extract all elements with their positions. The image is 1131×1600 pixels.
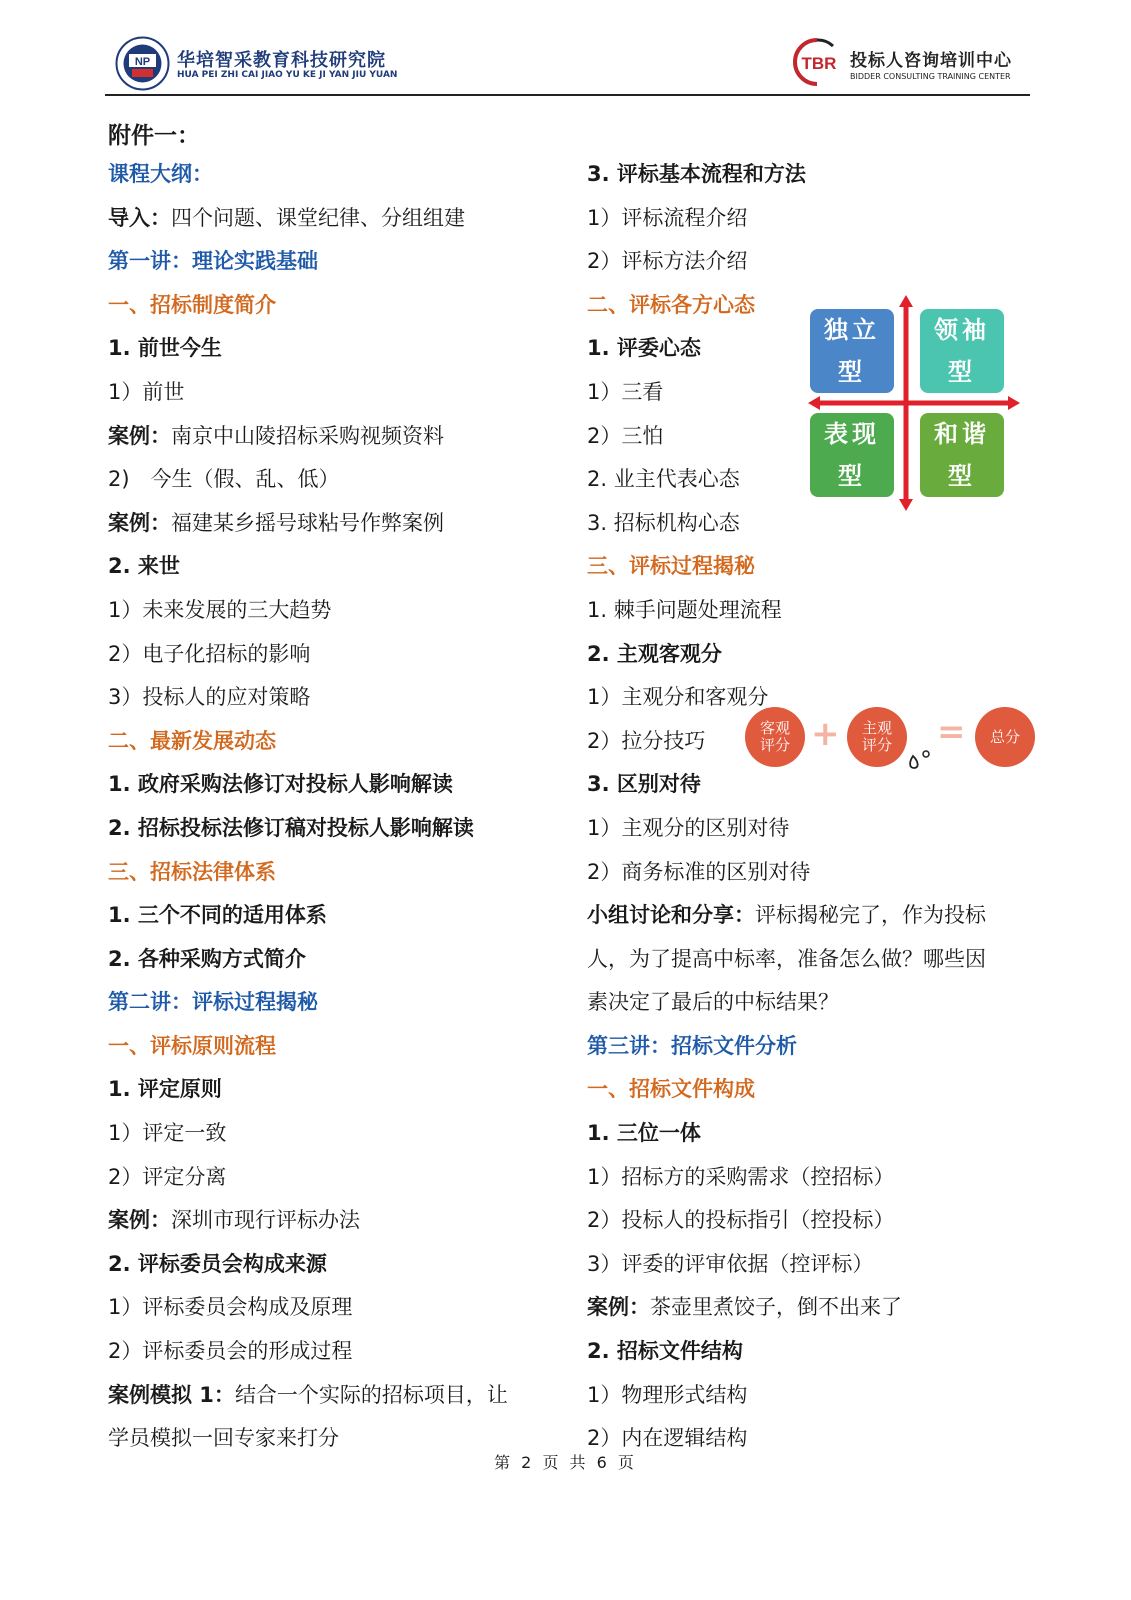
right-column-line: 1. 棘手问题处理流程 — [587, 597, 782, 622]
right-column-line: 2）投标人的投标指引（控投标） — [587, 1208, 895, 1233]
right-column-line: 1）三看 — [587, 379, 664, 404]
page-header — [105, 28, 1030, 96]
quadrant-box-harmonious: 和谐 型 — [920, 413, 1004, 497]
right-column-line: 2）商务标准的区别对待 — [587, 859, 811, 884]
line-lead-label: 案例： — [108, 423, 171, 448]
left-column-line: 2）电子化招标的影响 — [108, 641, 311, 666]
right-column-line: 2）内在逻辑结构 — [587, 1426, 748, 1451]
left-column-line: 2. 评标委员会构成来源 — [108, 1251, 327, 1276]
left-column-line: 1）未来发展的三大趋势 — [108, 597, 332, 622]
right-column-line: 人，为了提高中标率，准备怎么做？哪些因 — [587, 946, 986, 971]
left-column-line: 1. 三个不同的适用体系 — [108, 903, 327, 928]
line-lead-label: 案例： — [108, 1208, 171, 1233]
right-column-line: 1）主观分的区别对待 — [587, 815, 790, 840]
left-column-line — [108, 1374, 558, 1418]
left-column-line: 3）投标人的应对策略 — [108, 685, 311, 710]
right-column-line: 素决定了最后的中标结果？ — [587, 990, 839, 1015]
right-column-line: 2. 业主代表心态 — [587, 467, 740, 492]
arrow-down-icon — [899, 499, 913, 511]
left-column-line — [108, 1199, 558, 1243]
line-lead-label: 案例： — [108, 510, 171, 535]
page-title: 附件一： — [108, 123, 200, 149]
left-column-line: 1. 政府采购法修订对投标人影响解读 — [108, 772, 453, 797]
right-column-line: 2）三怕 — [587, 423, 664, 448]
line-text: 评标揭秘完了，作为投标 — [755, 903, 986, 928]
line-text: 南京中山陵招标采购视频资料 — [171, 423, 444, 448]
equals-icon: = — [937, 712, 966, 752]
left-column-line: 二、最新发展动态 — [108, 728, 276, 753]
institute-name-en: HUA PEI ZHI CAI JIAO YU KE JI YAN JIU YUAN — [177, 70, 398, 80]
droplets-icon — [905, 742, 935, 772]
quadrant-box-independent: 独立 型 — [810, 309, 894, 393]
right-column-line: 1）主观分和客观分 — [587, 685, 769, 710]
training-center-name-cn: 投标人咨询培训中心 — [850, 51, 1012, 71]
quadrant-box-expressive: 表现 型 — [810, 413, 894, 497]
left-column-line: 一、招标制度简介 — [108, 292, 276, 317]
arrow-right-icon — [1008, 396, 1020, 410]
line-lead-label: 案例： — [587, 1295, 650, 1320]
objective-score-label: 客观评分 — [759, 719, 790, 754]
line-text: 茶壶里煮饺子，倒不出来了 — [650, 1295, 902, 1320]
left-column-line: 课程大纲： — [108, 162, 213, 186]
quadrant-axes — [808, 295, 1020, 511]
left-column-line: 学员模拟一回专家来打分 — [108, 1426, 339, 1451]
score-formula — [745, 704, 1040, 774]
line-lead-label: 案例模拟 1： — [108, 1382, 235, 1407]
line-text: 深圳市现行评标办法 — [171, 1208, 360, 1233]
right-column-line: 1. 三位一体 — [587, 1121, 701, 1146]
total-score-label: 总分 — [989, 727, 1020, 746]
left-column-line: 1）评标委员会构成及原理 — [108, 1295, 353, 1320]
right-column-line: 2）拉分技巧 — [587, 728, 706, 753]
right-column-line: 一、招标文件构成 — [587, 1077, 755, 1102]
arrow-left-icon — [808, 396, 820, 410]
left-column-line: 1）前世 — [108, 379, 185, 404]
right-column-line — [587, 894, 1027, 938]
left-column-line: 2）评定分离 — [108, 1164, 227, 1189]
logo-tbr-text: TBR — [801, 54, 837, 73]
right-column-line: 2）评标方法介绍 — [587, 249, 748, 274]
left-column-line: 一、评标原则流程 — [108, 1033, 276, 1058]
left-column-line: 1. 前世今生 — [108, 336, 222, 361]
left-column-line: 1）评定一致 — [108, 1121, 227, 1146]
line-lead-label: 小组讨论和分享： — [587, 903, 755, 928]
right-column-line: 2. 主观客观分 — [587, 641, 722, 666]
left-column-line — [108, 415, 558, 459]
left-column-line: 三、招标法律体系 — [108, 859, 276, 884]
arrow-up-icon — [899, 295, 913, 307]
line-text: 四个问题、课堂纪律、分组组建 — [171, 205, 465, 230]
left-column-line: 第二讲：评标过程揭秘 — [108, 990, 318, 1015]
left-column-line: 2. 各种采购方式简介 — [108, 946, 306, 971]
right-column-line: 3. 评标基本流程和方法 — [587, 162, 806, 186]
left-column-line — [108, 502, 558, 546]
right-column-line: 3. 区别对待 — [587, 772, 701, 797]
right-column-line — [587, 1286, 1027, 1330]
left-column-line: 2. 来世 — [108, 554, 180, 579]
left-column-line: 2. 招标投标法修订稿对投标人影响解读 — [108, 815, 474, 840]
left-column-line: 2) 今生（假、乱、低） — [108, 467, 340, 492]
quadrant-box-leader: 领袖 型 — [920, 309, 1004, 393]
right-column-line: 1. 评委心态 — [587, 336, 701, 361]
right-column-line: 1）招标方的采购需求（控招标） — [587, 1164, 895, 1189]
objective-score-circle — [745, 707, 805, 767]
left-column-line — [108, 197, 558, 241]
right-column-line: 3）评委的评审依据（控评标） — [587, 1251, 874, 1276]
right-column-line: 3. 招标机构心态 — [587, 510, 740, 535]
right-column-line: 2. 招标文件结构 — [587, 1339, 743, 1364]
logo-np-text: NP — [134, 56, 151, 68]
line-lead-label: 导入： — [108, 205, 171, 230]
right-column-line: 1）评标流程介绍 — [587, 205, 748, 230]
left-column — [108, 153, 558, 1461]
training-center-name-en: BIDDER CONSULTING TRAINING CENTER — [850, 72, 1011, 81]
institute-logo-icon — [115, 36, 170, 91]
left-column-line: 2）评标委员会的形成过程 — [108, 1339, 353, 1364]
right-column-line: 1）物理形式结构 — [587, 1382, 748, 1407]
left-column-line: 1. 评定原则 — [108, 1077, 222, 1102]
personality-quadrant — [808, 295, 1020, 511]
institute-name-cn: 华培智采教育科技研究院 — [177, 50, 386, 71]
line-text: 福建某乡摇号球粘号作弊案例 — [171, 510, 444, 535]
subjective-score-label: 主观评分 — [861, 719, 892, 754]
subjective-score-circle — [847, 707, 907, 767]
right-column-line: 三、评标过程揭秘 — [587, 554, 755, 579]
tbr-logo-icon — [787, 36, 847, 88]
left-column-line: 第一讲：理论实践基础 — [108, 249, 318, 274]
right-column-line: 第三讲：招标文件分析 — [587, 1033, 797, 1058]
plus-icon: + — [811, 714, 840, 754]
line-text: 结合一个实际的招标项目，让 — [234, 1382, 508, 1407]
page-footer: 第 2 页 共 6 页 — [494, 1453, 637, 1472]
right-column-line: 二、评标各方心态 — [587, 292, 755, 317]
total-score-circle — [975, 707, 1035, 767]
